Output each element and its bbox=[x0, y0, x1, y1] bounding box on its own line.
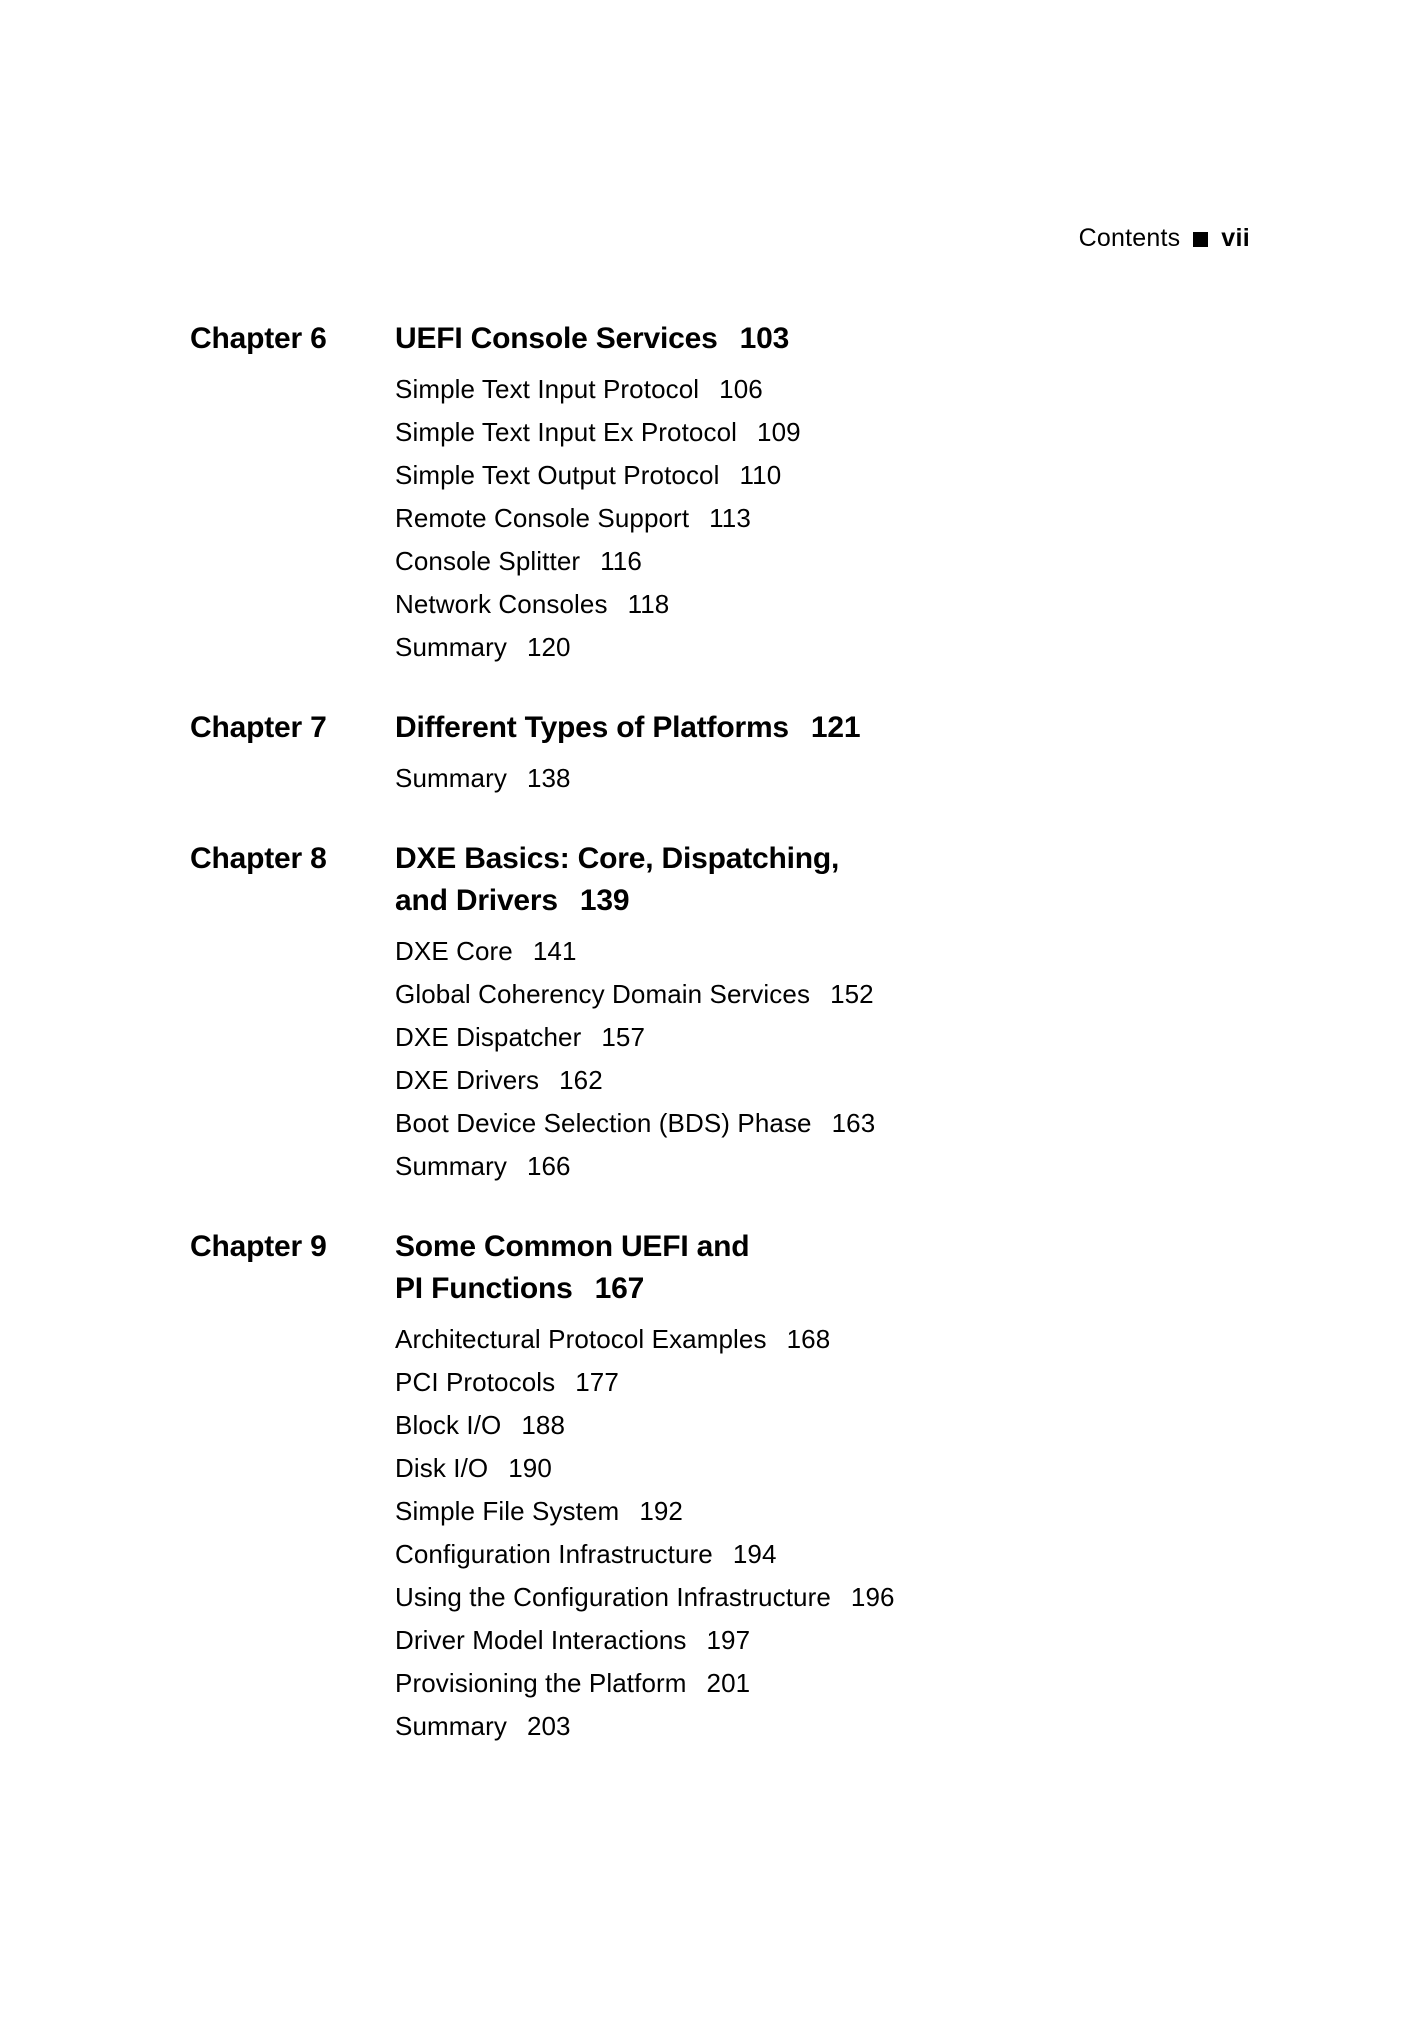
chapter-title-text: Some Common UEFI and bbox=[395, 1230, 750, 1263]
toc-entry-page-number[interactable]: 168 bbox=[786, 1324, 831, 1354]
toc-entry[interactable] bbox=[395, 583, 1270, 626]
toc-entry-title: Simple Text Input Protocol bbox=[395, 374, 700, 404]
toc-entry[interactable] bbox=[395, 368, 1270, 411]
toc-entry-page-number[interactable]: 118 bbox=[627, 589, 670, 619]
toc-entry-title: Simple Text Input Ex Protocol bbox=[395, 417, 738, 447]
toc-entry-title: Architectural Protocol Examples bbox=[395, 1324, 767, 1354]
toc-entry-title: Using the Configuration Infrastructure bbox=[395, 1582, 831, 1612]
toc-entry-title: Simple File System bbox=[395, 1496, 620, 1526]
toc-entry[interactable] bbox=[395, 411, 1270, 454]
toc-entry[interactable] bbox=[395, 1490, 1270, 1533]
toc-entry[interactable] bbox=[395, 1619, 1270, 1662]
toc-entry-page-number[interactable]: 113 bbox=[709, 503, 751, 533]
toc-entry[interactable] bbox=[395, 1533, 1270, 1576]
chapter-title-line bbox=[395, 1226, 1270, 1268]
toc-entry-title: Disk I/O bbox=[395, 1453, 489, 1483]
toc-entry[interactable] bbox=[395, 1576, 1270, 1619]
chapter-title-line bbox=[395, 838, 1270, 880]
chapter-title[interactable] bbox=[395, 318, 1270, 360]
running-head bbox=[1079, 226, 1250, 251]
chapter-title-text: UEFI Console Services bbox=[395, 322, 718, 355]
toc-entry-title: DXE Core bbox=[395, 936, 513, 966]
chapter-main bbox=[395, 838, 1270, 1188]
toc-entry-page-number[interactable]: 109 bbox=[757, 417, 801, 447]
chapter-block bbox=[190, 838, 1270, 1188]
toc-entry-title: Summary bbox=[395, 632, 507, 662]
toc-entry[interactable] bbox=[395, 454, 1270, 497]
toc-entry-title: Block I/O bbox=[395, 1410, 502, 1440]
toc-entry-page-number[interactable]: 106 bbox=[719, 374, 763, 404]
toc-entry[interactable] bbox=[395, 626, 1270, 669]
toc-entry-title: Global Coherency Domain Services bbox=[395, 979, 811, 1009]
toc-entry-page-number[interactable]: 166 bbox=[526, 1151, 571, 1181]
toc-entry-title: Remote Console Support bbox=[395, 503, 690, 533]
toc-entry-title: Simple Text Output Protocol bbox=[395, 460, 720, 490]
chapter-label[interactable]: Chapter 8 bbox=[190, 842, 327, 875]
chapter-title-line bbox=[395, 707, 1270, 749]
chapter-main bbox=[395, 707, 1270, 800]
chapter-title[interactable] bbox=[395, 707, 1270, 749]
chapter-title-line bbox=[395, 880, 1270, 922]
chapter-block bbox=[190, 1226, 1270, 1748]
table-of-contents bbox=[190, 318, 1270, 1748]
toc-entry-title: Boot Device Selection (BDS) Phase bbox=[395, 1108, 812, 1138]
chapter-block bbox=[190, 707, 1270, 800]
toc-entry[interactable] bbox=[395, 1059, 1270, 1102]
toc-entry-page-number[interactable]: 194 bbox=[732, 1539, 777, 1569]
chapter-label[interactable]: Chapter 7 bbox=[190, 711, 327, 744]
chapter-label[interactable]: Chapter 9 bbox=[190, 1230, 327, 1263]
toc-entry-title: DXE Dispatcher bbox=[395, 1022, 582, 1052]
toc-entry-page-number[interactable]: 110 bbox=[739, 460, 782, 490]
toc-entry[interactable] bbox=[395, 930, 1270, 973]
toc-entry-page-number[interactable]: 201 bbox=[706, 1668, 751, 1698]
toc-entry-page-number[interactable]: 163 bbox=[831, 1108, 876, 1138]
chapter-main bbox=[395, 1226, 1270, 1748]
toc-entry[interactable] bbox=[395, 1145, 1270, 1188]
toc-entry-title: Network Consoles bbox=[395, 589, 608, 619]
toc-entry-title: Summary bbox=[395, 763, 507, 793]
toc-entry[interactable] bbox=[395, 540, 1270, 583]
toc-entry-title: Provisioning the Platform bbox=[395, 1668, 687, 1698]
chapter-page-number[interactable]: 121 bbox=[810, 711, 861, 744]
chapter-label[interactable]: Chapter 6 bbox=[190, 322, 327, 355]
chapter-entry-list bbox=[395, 1318, 1270, 1748]
chapter-entry-list bbox=[395, 368, 1270, 669]
page-folio: vii bbox=[1221, 224, 1250, 252]
toc-entry-page-number[interactable]: 192 bbox=[639, 1496, 683, 1526]
toc-entry[interactable] bbox=[395, 1705, 1270, 1748]
toc-entry-page-number[interactable]: 188 bbox=[521, 1410, 566, 1440]
toc-entry-page-number[interactable]: 162 bbox=[559, 1065, 603, 1095]
running-head-label: Contents bbox=[1078, 224, 1181, 252]
toc-entry-title: Configuration Infrastructure bbox=[395, 1539, 713, 1569]
toc-entry[interactable] bbox=[395, 1447, 1270, 1490]
toc-entry-page-number[interactable]: 120 bbox=[526, 632, 571, 662]
chapter-title-text: PI Functions bbox=[395, 1272, 573, 1305]
toc-entry-page-number[interactable]: 203 bbox=[526, 1711, 571, 1741]
toc-entry-title: Summary bbox=[395, 1711, 507, 1741]
toc-entry-title: PCI Protocols bbox=[395, 1367, 556, 1397]
toc-entry-title: Console Splitter bbox=[395, 546, 581, 576]
toc-entry-page-number[interactable]: 157 bbox=[601, 1022, 646, 1052]
toc-entry[interactable] bbox=[395, 1318, 1270, 1361]
chapter-main bbox=[395, 318, 1270, 669]
toc-entry[interactable] bbox=[395, 973, 1270, 1016]
chapter-title-text: and Drivers bbox=[395, 884, 558, 917]
toc-entry-page-number[interactable]: 116 bbox=[600, 546, 642, 576]
toc-entry-title: DXE Drivers bbox=[395, 1065, 540, 1095]
chapter-title-text: Different Types of Platforms bbox=[395, 711, 789, 744]
chapter-entry-list bbox=[395, 930, 1270, 1188]
toc-entry-page-number[interactable]: 141 bbox=[532, 936, 577, 966]
toc-entry[interactable] bbox=[395, 1016, 1270, 1059]
chapter-title[interactable] bbox=[395, 1226, 1270, 1310]
toc-entry-title: Summary bbox=[395, 1151, 507, 1181]
chapter-title-text: DXE Basics: Core, Dispatching, bbox=[395, 842, 840, 875]
chapter-entry-list bbox=[395, 757, 1270, 800]
chapter-page-number[interactable]: 103 bbox=[739, 322, 790, 355]
toc-entry-page-number[interactable]: 197 bbox=[706, 1625, 751, 1655]
toc-entry-page-number[interactable]: 177 bbox=[575, 1367, 619, 1397]
toc-entry[interactable] bbox=[395, 1102, 1270, 1145]
toc-entry-page-number[interactable]: 190 bbox=[508, 1453, 552, 1483]
toc-entry[interactable] bbox=[395, 1404, 1270, 1447]
toc-entry-page-number[interactable]: 138 bbox=[526, 763, 571, 793]
chapter-title[interactable] bbox=[395, 838, 1270, 922]
toc-entry[interactable] bbox=[395, 1662, 1270, 1705]
square-bullet-icon bbox=[1193, 232, 1208, 247]
chapter-page-number[interactable]: 139 bbox=[579, 884, 630, 917]
toc-entry-page-number[interactable]: 196 bbox=[850, 1582, 895, 1612]
chapter-page-number[interactable]: 167 bbox=[594, 1272, 645, 1305]
chapter-block bbox=[190, 318, 1270, 669]
chapter-title-line bbox=[395, 318, 1270, 360]
toc-entry-title: Driver Model Interactions bbox=[395, 1625, 687, 1655]
toc-entry-page-number[interactable]: 152 bbox=[830, 979, 874, 1009]
chapter-title-line bbox=[395, 1268, 1270, 1310]
toc-entry[interactable] bbox=[395, 1361, 1270, 1404]
toc-entry[interactable] bbox=[395, 757, 1270, 800]
toc-entry[interactable] bbox=[395, 497, 1270, 540]
